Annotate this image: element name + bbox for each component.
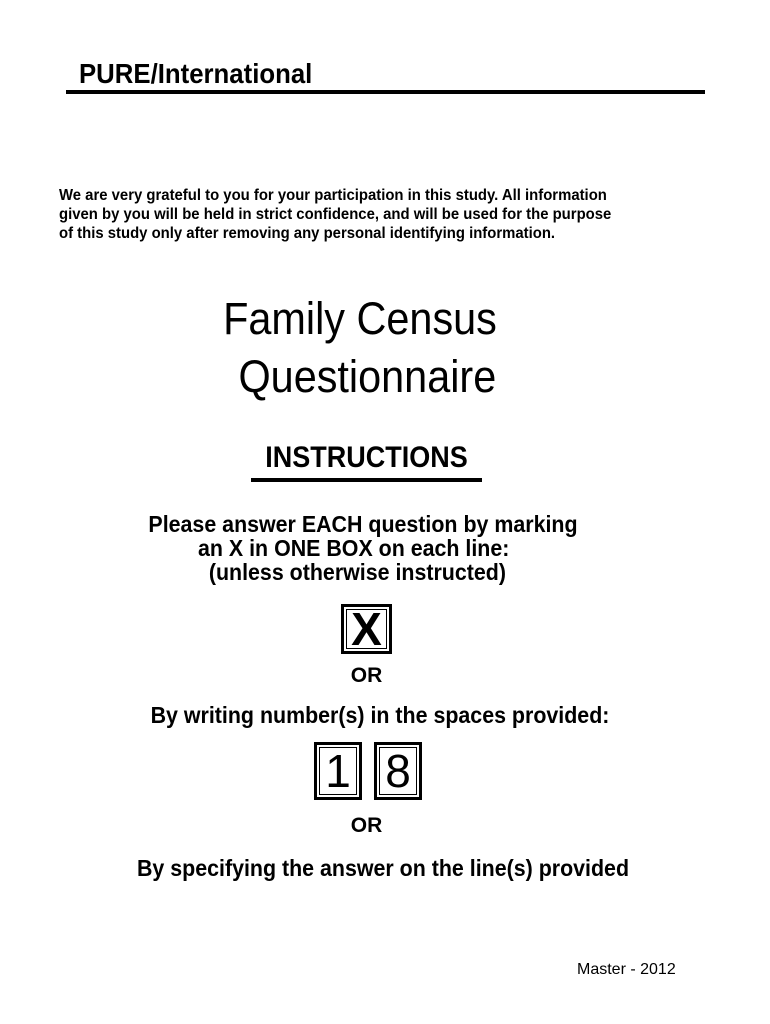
organization-title: PURE/International [79,58,313,89]
instructions-text [25,512,700,584]
example-digit-box: 1 [314,742,362,800]
or-separator: OR [350,664,383,687]
or-separator: OR [350,814,383,837]
title-line: Family Census [223,293,497,344]
version-footer: Master - 2012 [577,961,676,978]
title-underline [66,90,705,94]
example-digit-box: 8 [374,742,422,800]
intro-paragraph [59,186,673,243]
specify-answer-instruction: By specifying the answer on the line(s) provided [136,855,630,881]
instruction-line: (unless otherwise instructed) [208,559,506,585]
intro-line: We are very grateful to you for your participation in this study. All information [59,187,607,204]
write-numbers-instruction: By writing number(s) in the spaces provided: [150,702,610,728]
instruction-line: an X in ONE BOX on each line: [197,535,510,561]
title-line: Questionnaire [238,351,497,402]
instructions-heading: INSTRUCTIONS [265,441,468,474]
example-checkbox-x: X [341,604,392,654]
instructions-underline [251,478,482,482]
document-title [29,290,691,406]
intro-line: given by you will be held in strict confidence, and will be used for the purpose [59,206,612,223]
intro-line: of this study only after removing any personal identifying information. [59,225,556,242]
instruction-line: Please answer EACH question by marking [148,511,578,537]
